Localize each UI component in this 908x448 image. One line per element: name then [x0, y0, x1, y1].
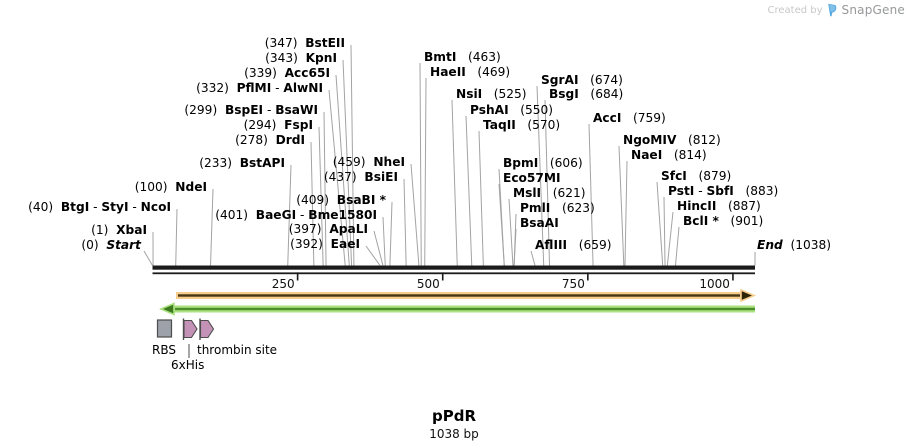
feature-label-rbs[interactable]: RBS [152, 343, 176, 357]
ruler-tick-label: 500 [416, 277, 440, 291]
leader-line [411, 164, 419, 266]
sequence-line-secondary [153, 272, 756, 274]
enzyme-label-afliii[interactable]: AflIII (659) [535, 238, 612, 252]
enzyme-label-xbai[interactable]: (1) XbaI [91, 223, 147, 237]
enzyme-label-acc65i[interactable]: (339) Acc65I [244, 66, 330, 80]
start-leader-line [144, 251, 153, 266]
enzyme-label-eco57mi[interactable]: Eco57MI [503, 171, 561, 185]
feature-label-6xhis[interactable]: 6xHis [171, 358, 205, 372]
leader-line [420, 63, 421, 266]
snapgene-logo-icon [827, 3, 838, 17]
enzyme-label-sfci[interactable]: SfcI (879) [661, 169, 732, 183]
leader-line [176, 209, 177, 266]
plasmid-length: 1038 bp [429, 427, 479, 441]
enzyme-label-pshai[interactable]: PshAI (550) [470, 103, 554, 117]
leader-line [404, 179, 406, 266]
leader-line [425, 78, 426, 266]
enzyme-label-bsteii[interactable]: (347) BstEII [264, 36, 345, 50]
enzyme-label-msli[interactable]: MslI (621) [513, 186, 586, 200]
leader-line [509, 199, 513, 266]
leader-line [383, 217, 385, 266]
enzyme-label-drdi[interactable]: (278) DrdI [235, 133, 305, 147]
leader-line [211, 189, 213, 266]
enzyme-label-bsgi[interactable]: BsgI (684) [549, 87, 624, 101]
enzyme-label-ndei[interactable]: (100) NdeI [134, 180, 207, 194]
leader-line [452, 100, 457, 266]
leader-line [374, 231, 383, 266]
leader-line [675, 227, 679, 266]
ruler-tick-label: 250 [271, 277, 295, 291]
watermark-prefix-text: Created by [767, 4, 823, 16]
enzyme-label-nsii[interactable]: NsiI (525) [456, 87, 527, 101]
enzyme-label-btgi[interactable]: (40) BtgI - StyI - NcoI [28, 200, 171, 214]
leader-line [499, 184, 504, 266]
enzyme-label-acci[interactable]: AccI (759) [593, 111, 666, 125]
ruler-tick-label: 750 [561, 277, 585, 291]
enzyme-label-apali[interactable]: (397) ApaLI [288, 222, 368, 236]
sequence-line [153, 266, 756, 270]
enzyme-label-pmli[interactable]: PmlI (623) [520, 201, 595, 215]
enzyme-label-baegi[interactable]: (401) BaeGI - Bme1580I [215, 208, 377, 222]
leader-line [664, 197, 665, 266]
title-block [0, 407, 908, 441]
leader-line [619, 146, 624, 266]
leader-line [479, 131, 483, 266]
enzyme-label-bspei[interactable]: (299) BspEI - BsaWI [184, 103, 318, 117]
enzyme-label-hincii[interactable]: HincII (887) [677, 199, 761, 213]
watermark-brand-text: SnapGene [841, 3, 905, 17]
enzyme-label-haeii[interactable]: HaeII (469) [430, 65, 511, 79]
leader-line [366, 246, 380, 266]
enzyme-label-bcli[interactable]: BclI * (901) [683, 214, 764, 228]
enzyme-label-taqii[interactable]: TaqII (570) [483, 118, 561, 132]
enzyme-label-sgrai[interactable]: SgrAI (674) [541, 73, 623, 87]
enzyme-label-kpni[interactable]: (343) KpnI [265, 51, 337, 65]
feature-label-thrombin-site[interactable]: thrombin site [197, 343, 278, 357]
orf-arrow-forward[interactable] [176, 290, 754, 301]
end-label: End (1038) [757, 238, 832, 252]
leader-line [667, 212, 673, 266]
enzyme-label-bsaai[interactable]: BsaAI [520, 216, 559, 230]
leader-line [531, 251, 535, 266]
enzyme-label-bsabi[interactable]: (409) BsaBI * [296, 193, 386, 207]
leader-line [466, 116, 472, 266]
feature-6xhis[interactable] [184, 319, 198, 341]
feature-thrombin-site[interactable] [200, 319, 214, 341]
enzyme-label-bsiei[interactable]: (437) BsiEI [323, 170, 398, 184]
enzyme-label-bstapi[interactable]: (233) BstAPI [199, 156, 285, 170]
enzyme-label-pflmi[interactable]: (332) PflMI - AlwNI [196, 81, 323, 95]
leader-line [390, 202, 392, 266]
enzyme-label-ngomiv[interactable]: NgoMIV (812) [623, 133, 721, 147]
enzyme-label-eaei[interactable]: (392) EaeI [290, 237, 360, 251]
leader-line [657, 182, 663, 266]
snapgene-watermark [768, 3, 906, 17]
leader-line [625, 161, 627, 266]
enzyme-label-psti[interactable]: PstI - SbfI (883) [668, 184, 779, 198]
enzyme-label-nhei[interactable]: (459) NheI [332, 155, 405, 169]
plasmid-title: pPdR [431, 407, 477, 425]
start-label: (0) Start [81, 238, 141, 252]
enzyme-label-naei[interactable]: NaeI (814) [631, 148, 707, 162]
ruler-tick-label: 1000 [699, 277, 730, 291]
enzyme-label-bpmi[interactable]: BpmI (606) [503, 156, 583, 170]
orf-arrow-reverse[interactable] [161, 304, 755, 315]
enzyme-label-fspi[interactable]: (294) FspI [243, 118, 313, 132]
enzyme-label-bmti[interactable]: BmtI (463) [424, 50, 501, 64]
feature-rbs[interactable] [158, 320, 172, 337]
